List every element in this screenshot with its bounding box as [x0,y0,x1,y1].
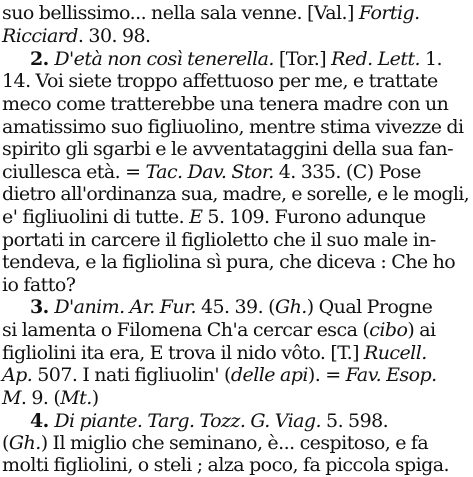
text-line [2,432,470,455]
text-run: ) Il miglio che seminano, è... cespitoso, e fa [40,432,429,454]
italic-text: M [2,387,21,409]
text-line [2,2,470,25]
text-run: e' figliuolini di tutte. [2,206,190,228]
text-run: 507. I nati figliuolin' ( [32,364,231,386]
text-line [2,342,470,365]
italic-text: Tac. Dav. Stor. [145,161,274,183]
text-run: 1. [420,48,443,70]
italic-text: Mt. [60,387,92,409]
text-line [2,93,470,116]
text-run: tendeva, e la figliolina sì pura, che diceva : Che ho [2,251,456,273]
text-line [2,206,470,229]
italic-text: Red. Lett. [331,48,421,70]
text-line [2,183,470,206]
text-run: . 9. ( [20,387,61,409]
text-line [2,116,470,139]
text-run: [Tor.] [273,48,332,70]
text-line [2,25,470,48]
text-run: ). = [307,364,346,386]
italic-text: delle api [230,364,308,386]
text-line [2,138,470,161]
text-run: portati in carcere il figlioletto che il suo male in- [2,229,436,251]
text-line [2,387,470,410]
text-line [2,364,470,387]
italic-text: Ricciard [2,25,78,47]
text-line [2,319,470,342]
italic-text: Rucell. [363,342,427,364]
text-line [2,70,470,93]
italic-text: Fav. Esop. [345,364,437,386]
text-run: molti figliolini, o steli ; alza poco, fa piccola spiga. [2,454,450,476]
text-run: ciullesca età. = [2,161,146,183]
text-run: spirito gli sgarbi e le avventataggini della sua fan- [2,138,453,160]
italic-text: Ap. [2,364,33,386]
text-run: meco come tratterebbe una tenera madre con un [2,93,449,115]
text-run: 14. Voi siete troppo affettuoso per me, e trattate [2,70,438,92]
text-run: amatissimo suo figliuolino, mentre stima vivezze di [2,116,464,138]
sense-heading [30,296,470,319]
text-line [2,274,470,297]
sense-number: 4. [30,410,55,432]
italic-text: E [189,206,203,228]
text-run: 5. 109. Furono adunque [202,206,426,228]
italic-text: cibo [369,319,408,341]
italic-text: Di piante. Targ. Tozz. G. Viag. [54,410,322,432]
text-run: ( [2,432,9,454]
italic-text: Fortig. [358,2,420,24]
sense-heading [30,410,470,433]
italic-text: Gh. [8,432,41,454]
text-line [2,251,470,274]
text-run: ) Qual Progne [306,296,433,318]
text-line [2,161,470,184]
sense-number: 3. [30,296,55,318]
sense-heading [30,48,470,71]
italic-text: D'età non così tenerella. [54,48,274,70]
text-run: 4. 335. (C) Pose [273,161,421,183]
text-run: 45. 39. ( [195,296,275,318]
text-run: si lamenta o Filomena Ch'a cercar esca ( [2,319,370,341]
sense-number: 2. [30,48,55,70]
text-line [2,454,470,477]
text-run: 5. 598. [321,410,389,432]
text-run: figliolini ita era, E trova il nido vôto. [T.] [2,342,364,364]
text-run: io fatto? [2,274,76,296]
text-line [2,229,470,252]
text-run: ) [91,387,99,409]
text-run: suo bellissimo... nella sala venne. [Val.] [2,2,359,24]
text-run: ) ai [407,319,436,341]
italic-text: D'anim. Ar. Fur. [54,296,196,318]
text-run: dietro all'ordinanza sua, madre, e sorelle, e le mogli, [2,183,470,205]
italic-text: Gh. [274,296,307,318]
text-run: . 30. 98. [77,25,151,47]
